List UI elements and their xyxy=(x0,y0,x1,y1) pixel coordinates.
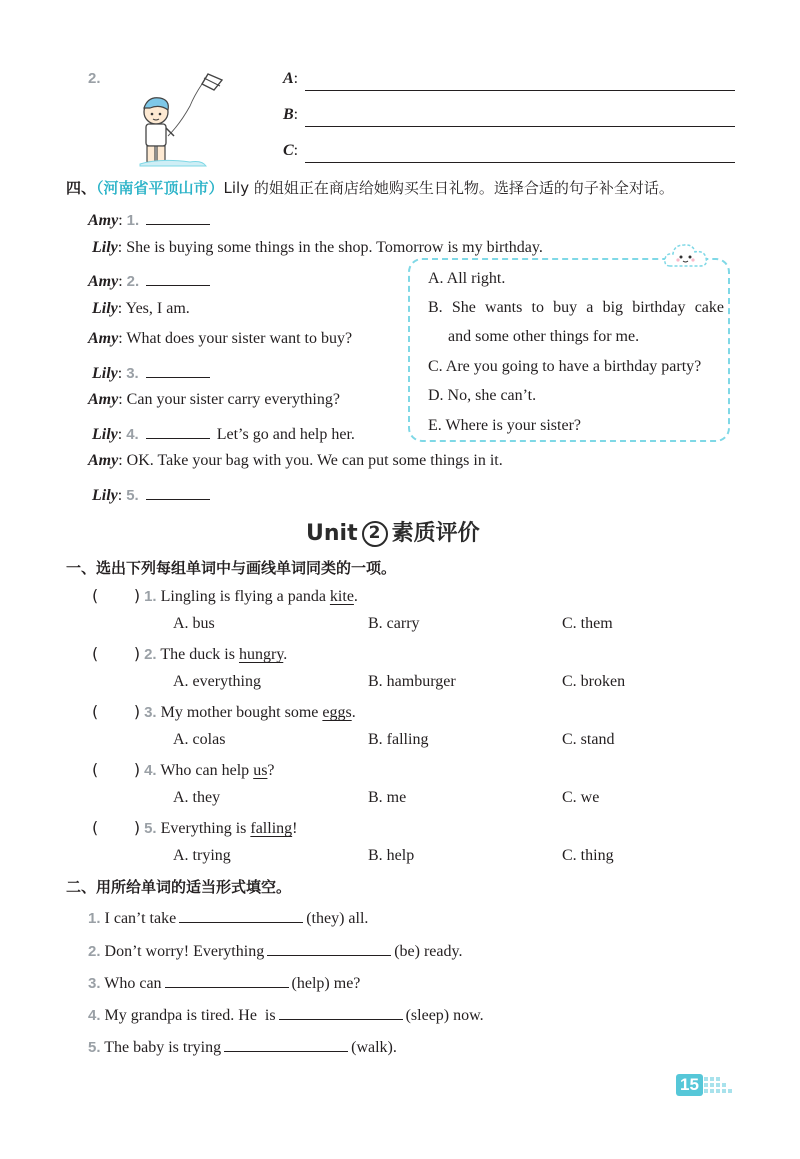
speaker-name: Amy xyxy=(88,273,119,290)
question-punct: ! xyxy=(292,820,298,837)
question-number: 5. xyxy=(88,1039,101,1056)
word-hint: (sleep) now. xyxy=(405,1007,484,1024)
answer-label-a: A xyxy=(283,70,294,87)
option-c: C. Are you going to have a birthday party? xyxy=(428,358,702,375)
answer-line-b[interactable] xyxy=(305,126,735,127)
option-c: C. stand xyxy=(562,731,615,748)
part1-question xyxy=(92,818,297,838)
answer-paren[interactable]: ( ) xyxy=(92,760,141,779)
question-number: 5. xyxy=(144,820,157,837)
option-e: E. Where is your sister? xyxy=(428,417,581,434)
boy-flying-kite-illustration xyxy=(130,66,230,170)
question-text: Lingling is flying a panda xyxy=(160,588,330,605)
word-hint: (they) all. xyxy=(306,910,369,927)
fill-blank-1[interactable] xyxy=(179,906,303,923)
question-text: Everything is xyxy=(160,820,251,837)
page-number: 15 xyxy=(676,1074,703,1096)
part1-question xyxy=(92,644,287,664)
answer-paren[interactable]: ( ) xyxy=(92,818,141,837)
dialogue-line: Amy: 2. xyxy=(88,269,213,291)
question-number: 1. xyxy=(144,588,157,605)
option-b-continued: and some other things for me. xyxy=(448,328,640,345)
blank-number: 5. xyxy=(126,487,139,504)
dialogue-text: Can your sister carry everything? xyxy=(126,391,340,408)
speaker-name: Lily xyxy=(92,487,118,504)
section4-label: 四、 xyxy=(66,179,97,197)
question-text: Don’t worry! Everything xyxy=(104,943,265,960)
fill-question xyxy=(88,906,368,928)
dialogue-line: Lily: 3. xyxy=(92,361,213,383)
dialogue-line: Amy: What does your sister want to buy? xyxy=(88,330,353,347)
blank-number: 3. xyxy=(126,365,139,382)
fill-blank-4[interactable] xyxy=(279,1003,403,1020)
question-number: 1. xyxy=(88,910,101,927)
speaker-name: Amy xyxy=(88,452,119,469)
option-b: B. carry xyxy=(368,615,420,632)
option-a: A. All right. xyxy=(428,270,506,287)
answer-line-c[interactable] xyxy=(305,162,735,163)
unit-number-circled: 2 xyxy=(362,521,388,547)
dialogue-line: Amy: OK. Take your bag with you. We can put some things in it. xyxy=(88,452,503,469)
answer-blank-4[interactable] xyxy=(146,422,210,439)
dialogue-line: Lily: 5. xyxy=(92,483,213,505)
answer-line-a[interactable] xyxy=(305,90,735,91)
question-punct: . xyxy=(283,646,288,663)
speaker-name: Lily xyxy=(92,426,118,443)
question-text: Who can help xyxy=(160,762,254,779)
option-c: C. we xyxy=(562,789,600,806)
option-a: A. trying xyxy=(173,847,231,864)
option-b: B. She wants to buy a big birthday cake xyxy=(428,299,724,316)
question-number: 3. xyxy=(144,704,157,721)
page-number-badge xyxy=(676,1074,733,1096)
cloud-icon xyxy=(662,240,710,272)
page-dots-icon xyxy=(703,1075,733,1095)
option-b: B. me xyxy=(368,789,407,806)
fill-blank-3[interactable] xyxy=(165,971,289,988)
answer-colon: : xyxy=(293,106,299,123)
unit-subtitle: 素质评价 xyxy=(391,521,480,546)
speaker-name: Amy xyxy=(88,330,119,347)
part1-question xyxy=(92,586,358,606)
blank-number: 1. xyxy=(126,212,140,229)
dialogue-line: Lily: 4. Let’s go and help her. xyxy=(92,422,355,444)
dialogue-line: Amy: Can your sister carry everything? xyxy=(88,391,340,408)
answer-colon: : xyxy=(293,142,299,159)
fill-blank-5[interactable] xyxy=(224,1035,348,1052)
options-box xyxy=(408,258,730,442)
answer-row-c[interactable] xyxy=(283,142,735,160)
answer-paren[interactable]: ( ) xyxy=(92,644,141,663)
answer-blank-5[interactable] xyxy=(146,483,210,500)
question-text: The duck is xyxy=(160,646,239,663)
question-number: 2. xyxy=(88,70,101,87)
dialogue-line: Amy: 1. xyxy=(88,208,213,230)
part1-question xyxy=(92,760,275,780)
answer-row-b[interactable] xyxy=(283,106,735,124)
blank-number: 2. xyxy=(126,273,140,290)
dialogue-line: Lily: She is buying some things in the shop. Tomorrow is my birthday. xyxy=(92,239,543,256)
answer-row-a[interactable] xyxy=(283,70,735,88)
speaker-name: Lily xyxy=(92,300,118,317)
word-hint: (walk). xyxy=(351,1039,397,1056)
question-text: The baby is trying xyxy=(104,1039,222,1056)
option-c: C. thing xyxy=(562,847,614,864)
dialogue-text: What does your sister want to buy? xyxy=(126,330,353,347)
unit-title xyxy=(306,516,480,547)
answer-colon: : xyxy=(293,70,299,87)
dialogue-text: Yes, I am. xyxy=(125,300,190,317)
part1-question xyxy=(92,702,356,722)
dialogue-text: She is buying some things in the shop. Tomorrow is my birthday. xyxy=(126,239,543,256)
dialogue-line: Lily: Yes, I am. xyxy=(92,300,190,317)
answer-blank-2[interactable] xyxy=(146,269,210,286)
underlined-word: hungry xyxy=(238,646,284,663)
speaker-name: Lily xyxy=(92,365,118,382)
fill-blank-2[interactable] xyxy=(267,939,391,956)
answer-paren[interactable]: ( ) xyxy=(92,586,141,605)
dialogue-text: OK. Take your bag with you. We can put some things in it. xyxy=(126,452,503,469)
question-number: 2. xyxy=(144,646,157,663)
answer-label-c: C xyxy=(283,142,294,159)
option-b: B. help xyxy=(368,847,415,864)
option-c: C. them xyxy=(562,615,613,632)
question-punct: . xyxy=(353,588,358,605)
part1-heading: 一、选出下列每组单词中与画线单词同类的一项。 xyxy=(66,559,397,577)
dialogue-text: Let’s go and help her. xyxy=(216,426,355,443)
option-a: A. bus xyxy=(173,615,215,632)
option-a: A. they xyxy=(173,789,221,806)
blank-number: 4. xyxy=(126,426,139,443)
question-text: I can’t take xyxy=(104,910,177,927)
option-c: C. broken xyxy=(562,673,626,690)
question-text: Who can xyxy=(104,975,162,992)
section4-heading xyxy=(66,177,766,198)
question-number: 3. xyxy=(88,975,101,992)
section4-source: （河南省平顶山市） xyxy=(96,179,224,197)
fill-question xyxy=(88,1035,397,1057)
option-b: B. falling xyxy=(368,731,429,748)
question-text: My mother bought some xyxy=(160,704,323,721)
fill-question xyxy=(88,971,360,993)
option-a: A. colas xyxy=(173,731,226,748)
unit-word: Unit xyxy=(306,521,358,546)
speaker-name: Amy xyxy=(88,391,119,408)
answer-paren[interactable]: ( ) xyxy=(92,702,141,721)
question-number: 2. xyxy=(88,943,101,960)
question-number: 4. xyxy=(144,762,157,779)
answer-label-b: B xyxy=(283,106,294,123)
answer-blank-1[interactable] xyxy=(146,208,210,225)
underlined-word: us xyxy=(253,762,268,779)
fill-question xyxy=(88,1003,484,1025)
question-number: 4. xyxy=(88,1007,101,1024)
underlined-word: kite xyxy=(329,588,354,605)
underlined-word: falling xyxy=(250,820,293,837)
option-a: A. everything xyxy=(173,673,261,690)
word-hint: (help) me? xyxy=(291,975,361,992)
section4-instruction: Lily 的姐姐正在商店给她购买生日礼物。选择合适的句子补全对话。 xyxy=(223,179,674,197)
speaker-name: Lily xyxy=(92,239,118,256)
speaker-name: Amy xyxy=(88,212,119,229)
underlined-word: eggs xyxy=(322,704,352,721)
part2-heading: 二、用所给单词的适当形式填空。 xyxy=(66,878,292,896)
question-punct: ? xyxy=(267,762,275,779)
fill-question xyxy=(88,939,462,961)
question-text: My grandpa is tired. He is xyxy=(104,1007,276,1024)
question-punct: . xyxy=(351,704,356,721)
word-hint: (be) ready. xyxy=(394,943,463,960)
option-d: D. No, she can’t. xyxy=(428,387,537,404)
answer-blank-3[interactable] xyxy=(146,361,210,378)
option-b: B. hamburger xyxy=(368,673,456,690)
